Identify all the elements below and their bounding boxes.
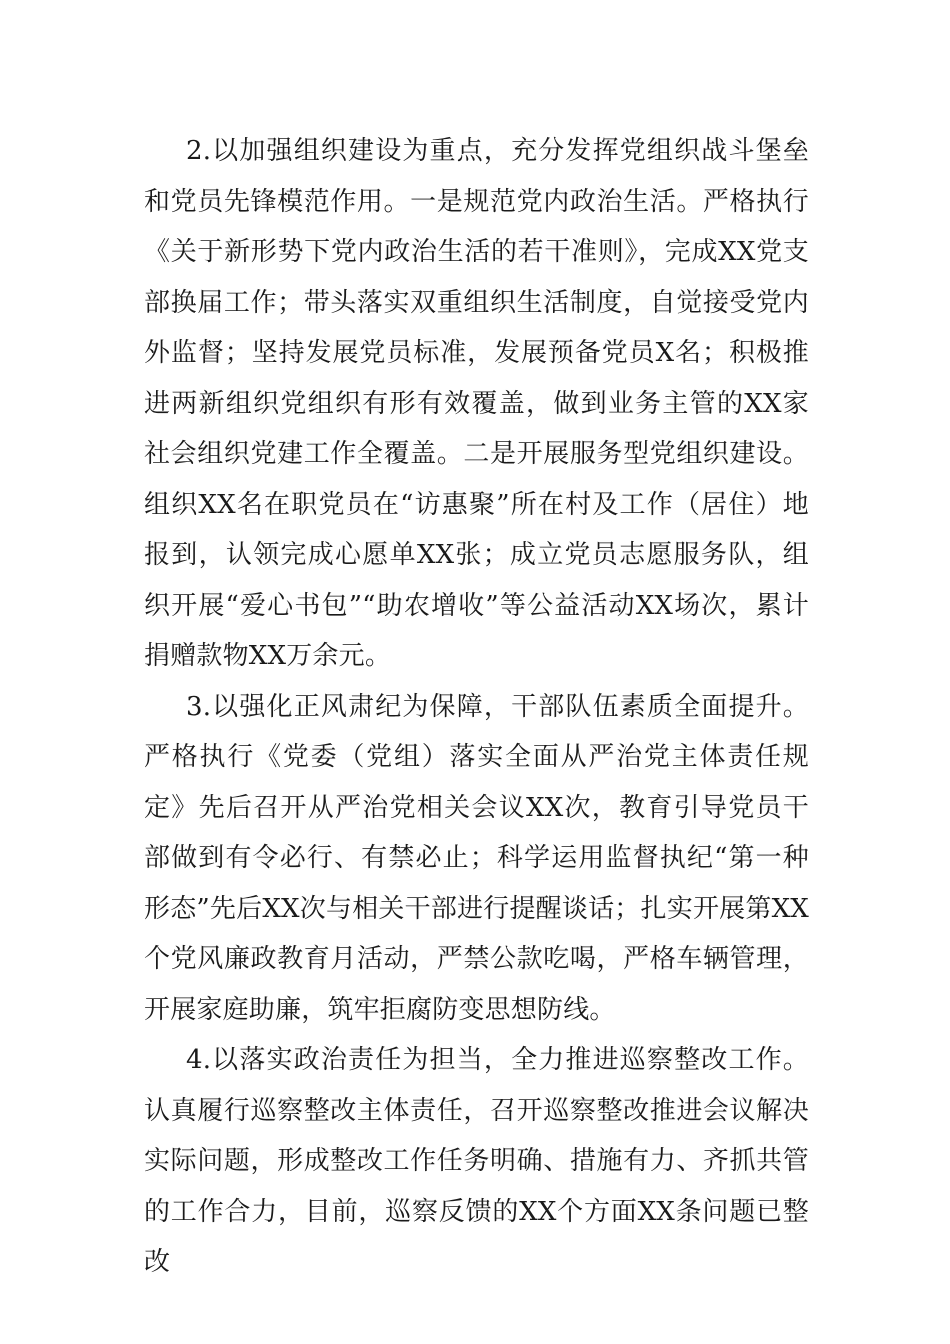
- paragraph-inspection-rectification: 4.以落实政治责任为担当，全力推进巡察整改工作。认真履行巡察整改主体责任，召开巡察整改推进会议解决实际问题，形成整改工作任务明确、措施有力、齐抓共管的工作合力，目前，巡察反馈的XX个方面XX条问题已整改: [144, 1045, 809, 1277]
- paragraph-organization-building: 2.以加强组织建设为重点，充分发挥党组织战斗堡垒和党员先锋模范作用。一是规范党内政治生活。严格执行《关于新形势下党内政治生活的若干准则》，完成XX党支部换届工作；带头落实双重组织生活制度，自觉接受党内外监督；坚持发展党员标准，发展预备党员X名；积极推进两新组织党组织有形有效覆盖，做到业务主管的XX家社会组织党建工作全覆盖。二是开展服务型党组织建设。组织XX名在职党员在“访惠聚”所在村及工作（居住）地报到，认领完成心愿单XX张；成立党员志愿服务队，组织开展“爱心书包”“助农增收”等公益活动XX场次，累计捐赠款物XX万余元。: [144, 136, 809, 671]
- paragraph-discipline: 3.以强化正风肃纪为保障，干部队伍素质全面提升。严格执行《党委（党组）落实全面从严治党主体责任规定》先后召开从严治党相关会议XX次，教育引导党员干部做到有令必行、有禁必止；科学运用监督执纪“第一种形态”先后XX次与相关干部进行提醒谈话；扎实开展第XX个党风廉政教育月活动，严禁公款吃喝，严格车辆管理，开展家庭助廉，筑牢拒腐防变思想防线。: [144, 691, 809, 1025]
- document-body: [144, 126, 809, 1288]
